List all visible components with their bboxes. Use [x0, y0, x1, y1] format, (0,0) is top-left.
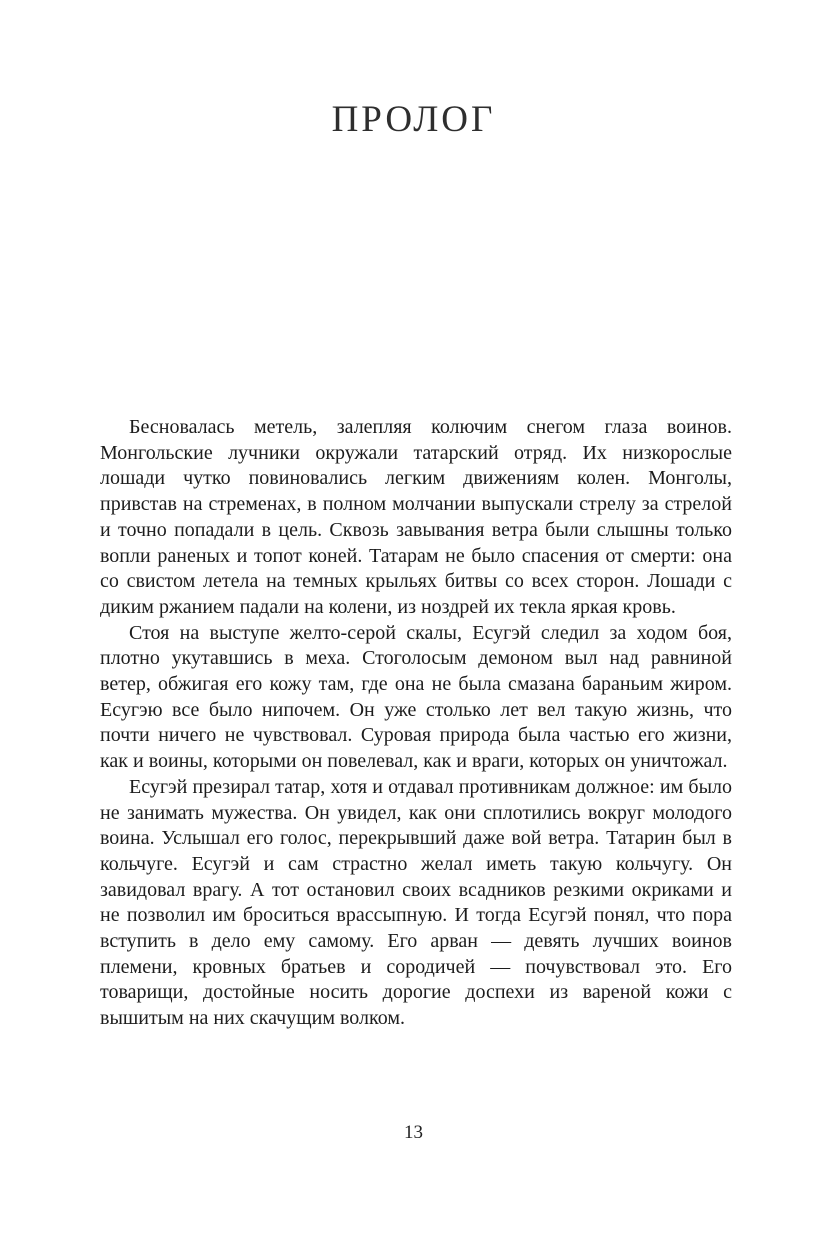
body-text [100, 415, 732, 1032]
paragraph-3: Есугэй презирал татар, хотя и отдавал противникам должное: им было не занимать мужества. Он увидел, как они сплотились вокруг молодого воина. Услышал его голос, перекрывший даже вой ветра. Татарин был в кольчуге. Есугэй и сам страстно желал иметь такую кольчугу. Он завидовал врагу. А тот остановил своих всадников резкими окриками и не позволил им броситься врассыпную. И тогда Есугэй понял, что пора вступить в дело ему самому. Его арван — девять лучших воинов племени, кровных братьев и сородичей — почувствовал это. Его товарищи, достойные носить дорогие доспехи из вареной кожи с вышитым на них скачущим волком. [100, 775, 732, 1030]
paragraph-2: Стоя на выступе желто-серой скалы, Есугэй следил за ходом боя, плотно укутавшись в меха. Стоголосым демоном выл над равниной ветер, обжигая его кожу там, где она не была смазана бараньим жиром. Есугэю все было нипочем. Он уже столько лет вел такую жизнь, что почти ничего не чувствовал. Суровая природа была частью его жизни, как и воины, которыми он повелевал, как и враги, которых он уничтожал. [100, 621, 732, 773]
chapter-title: ПРОЛОГ [331, 99, 496, 140]
paragraph-1: Бесновалась метель, залепляя колючим снегом глаза воинов. Монгольские лучники окружали татарский отряд. Их низкорослые лошади чутко повиновались легким движениям колен. Монголы, привстав на стременах, в полном молчании выпускали стрелу за стрелой и точно попадали в цель. Сквозь завывания ветра были слышны только вопли раненых и топот коней. Татарам не было спасения от смерти: она со свистом летела на темных крыльях битвы со всех сторон. Лошади с диким ржанием падали на колени, из ноздрей их текла яркая кровь. [100, 416, 732, 618]
page-number: 13 [404, 1122, 423, 1143]
